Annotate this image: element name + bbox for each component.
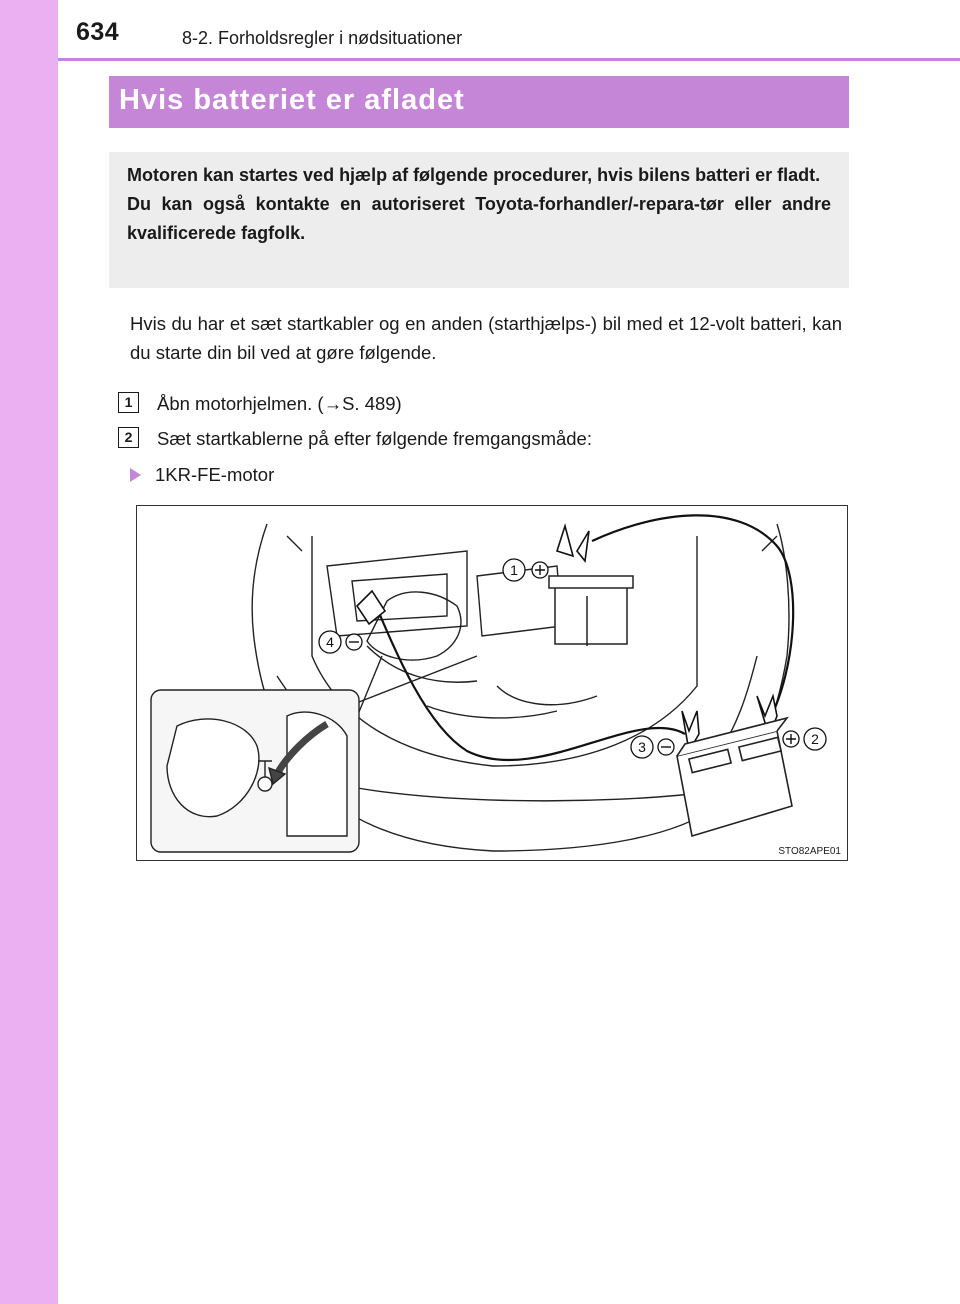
- section-heading: Hvis batteriet er afladet: [109, 76, 849, 128]
- engine-bay-drawing: [137, 506, 848, 861]
- callout-4-label: 4: [326, 634, 334, 650]
- callout-3-label: 3: [638, 739, 646, 755]
- step-2-text: Sæt startkablerne på efter følgende fremgangsmåde:: [157, 428, 592, 449]
- side-tab-strip: [0, 0, 58, 1304]
- step-1-text: Åbn motorhjelmen. (→S. 489): [157, 393, 402, 414]
- figure-code: STO82APE01: [778, 846, 841, 857]
- step-1-badge: 1: [118, 392, 139, 413]
- triangle-bullet-icon: [130, 468, 141, 482]
- step-2-badge: 2: [118, 427, 139, 448]
- intro-line-1: Motoren kan startes ved hjælp af følgende procedurer, hvis bilens batteri er fladt.: [127, 165, 821, 185]
- page-number: 634: [76, 18, 120, 46]
- body-paragraph: Hvis du har et sæt startkabler og en anden (starthjælps-) bil med et 12-volt batteri, kan du starte din bil ved at gøre følgende.: [130, 313, 842, 363]
- jump-start-illustration: [136, 505, 848, 861]
- bullet-engine-type: [130, 464, 274, 486]
- bullet-label: 1KR-FE-motor: [155, 464, 275, 485]
- intro-box: [109, 152, 849, 288]
- header-divider: [58, 58, 960, 61]
- car-battery: [549, 576, 633, 646]
- callout-1-label: 1: [510, 562, 518, 578]
- intro-line-2: Du kan også kontakte en autoriseret Toyota-forhandler/-repara-tør eller andre kvalificerede fagfolk.: [127, 194, 831, 243]
- callout-2-label: 2: [811, 731, 819, 747]
- chapter-title: 8-2. Forholdsregler i nødsituationer: [182, 28, 463, 48]
- inset-detail: [151, 656, 477, 852]
